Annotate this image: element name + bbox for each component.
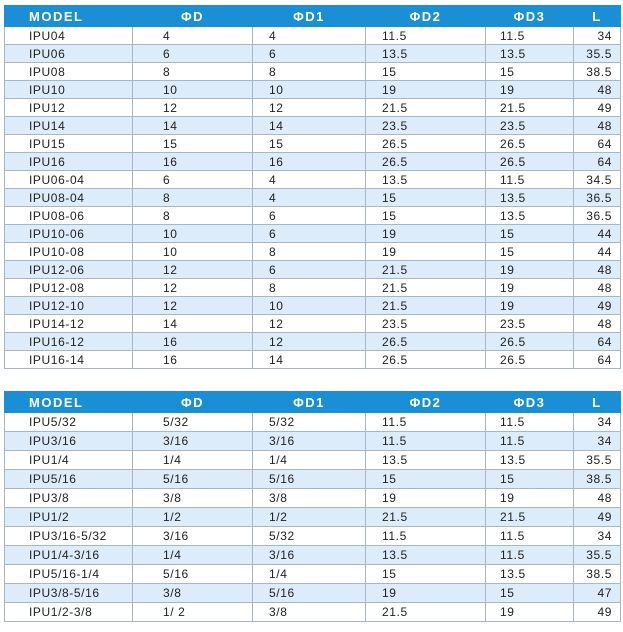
- cell-d3: 19: [486, 489, 574, 508]
- table-row: [5, 279, 621, 297]
- table-row: [5, 135, 621, 153]
- cell-d1: 12: [253, 333, 366, 351]
- cell-model: IPU06: [5, 45, 133, 63]
- cell-d2: 13.5: [366, 171, 486, 189]
- cell-d: 1/4: [133, 546, 253, 565]
- cell-model: IPU08-04: [5, 189, 133, 207]
- header-d2: ΦD2: [366, 6, 486, 27]
- cell-model: IPU3/16-5/32: [5, 527, 133, 546]
- cell-model: IPU10: [5, 81, 133, 99]
- cell-l: 64: [574, 333, 621, 351]
- cell-d3: 13.5: [486, 45, 574, 63]
- cell-model: IPU14-12: [5, 315, 133, 333]
- cell-d3: 19: [486, 279, 574, 297]
- table-row: [5, 351, 621, 369]
- cell-d2: 21.5: [366, 279, 486, 297]
- cell-d3: 11.5: [486, 27, 574, 45]
- cell-d3: 11.5: [486, 527, 574, 546]
- cell-l: 48: [574, 315, 621, 333]
- cell-d2: 21.5: [366, 508, 486, 527]
- cell-d1: 1/4: [253, 565, 366, 584]
- cell-d3: 13.5: [486, 565, 574, 584]
- cell-d2: 11.5: [366, 413, 486, 432]
- cell-d: 3/16: [133, 527, 253, 546]
- cell-d1: 14: [253, 117, 366, 135]
- cell-d: 3/8: [133, 489, 253, 508]
- cell-model: IPU5/16: [5, 470, 133, 489]
- table-row: [5, 527, 621, 546]
- cell-d2: 15: [366, 565, 486, 584]
- cell-d1: 4: [253, 27, 366, 45]
- cell-d2: 19: [366, 81, 486, 99]
- cell-d2: 15: [366, 189, 486, 207]
- metric-table-header: [5, 6, 621, 27]
- cell-d1: 4: [253, 189, 366, 207]
- cell-d3: 26.5: [486, 351, 574, 369]
- cell-d1: 15: [253, 135, 366, 153]
- cell-d1: 5/32: [253, 527, 366, 546]
- cell-d1: 6: [253, 45, 366, 63]
- cell-l: 38.5: [574, 565, 621, 584]
- cell-d3: 15: [486, 225, 574, 243]
- cell-d2: 19: [366, 243, 486, 261]
- cell-d3: 19: [486, 297, 574, 315]
- cell-d1: 14: [253, 351, 366, 369]
- cell-d2: 15: [366, 207, 486, 225]
- cell-model: IPU3/8-5/16: [5, 584, 133, 603]
- table-row: [5, 584, 621, 603]
- cell-model: IPU06-04: [5, 171, 133, 189]
- cell-model: IPU16-12: [5, 333, 133, 351]
- cell-d1: 12: [253, 99, 366, 117]
- cell-d1: 6: [253, 225, 366, 243]
- cell-d2: 21.5: [366, 297, 486, 315]
- cell-d1: 10: [253, 297, 366, 315]
- cell-d: 10: [133, 243, 253, 261]
- cell-d2: 19: [366, 489, 486, 508]
- cell-d1: 8: [253, 243, 366, 261]
- cell-d: 1/2: [133, 508, 253, 527]
- cell-d3: 15: [486, 243, 574, 261]
- cell-d: 10: [133, 81, 253, 99]
- cell-l: 49: [574, 297, 621, 315]
- header-model: MODEL: [5, 6, 133, 27]
- cell-d2: 13.5: [366, 45, 486, 63]
- cell-d2: 21.5: [366, 603, 486, 622]
- cell-d: 16: [133, 333, 253, 351]
- table-row: [5, 27, 621, 45]
- cell-l: 49: [574, 603, 621, 622]
- cell-l: 64: [574, 135, 621, 153]
- cell-model: IPU08-06: [5, 207, 133, 225]
- cell-d1: 8: [253, 63, 366, 81]
- cell-d: 12: [133, 261, 253, 279]
- table-row: [5, 603, 621, 622]
- cell-d3: 21.5: [486, 508, 574, 527]
- cell-d: 14: [133, 117, 253, 135]
- header-l: L: [574, 392, 621, 413]
- cell-model: IPU15: [5, 135, 133, 153]
- cell-d3: 26.5: [486, 135, 574, 153]
- table-row: [5, 333, 621, 351]
- cell-d3: 26.5: [486, 333, 574, 351]
- cell-d: 14: [133, 315, 253, 333]
- cell-d2: 19: [366, 225, 486, 243]
- cell-d3: 26.5: [486, 153, 574, 171]
- cell-d: 15: [133, 135, 253, 153]
- cell-d1: 4: [253, 171, 366, 189]
- header-l: L: [574, 6, 621, 27]
- cell-d3: 19: [486, 261, 574, 279]
- table-row: [5, 508, 621, 527]
- cell-d1: 5/16: [253, 584, 366, 603]
- cell-l: 64: [574, 153, 621, 171]
- header-d: ΦD: [133, 6, 253, 27]
- cell-d2: 11.5: [366, 27, 486, 45]
- cell-l: 36.5: [574, 207, 621, 225]
- cell-d2: 23.5: [366, 117, 486, 135]
- cell-model: IPU04: [5, 27, 133, 45]
- cell-d1: 3/16: [253, 432, 366, 451]
- cell-d3: 15: [486, 470, 574, 489]
- header-d2: ΦD2: [366, 392, 486, 413]
- cell-model: IPU3/8: [5, 489, 133, 508]
- table-row: [5, 81, 621, 99]
- cell-d2: 13.5: [366, 546, 486, 565]
- cell-d1: 1/2: [253, 508, 366, 527]
- cell-d3: 15: [486, 584, 574, 603]
- cell-d: 8: [133, 189, 253, 207]
- cell-d: 1/ 2: [133, 603, 253, 622]
- header-d3: ΦD3: [486, 392, 574, 413]
- cell-d2: 26.5: [366, 351, 486, 369]
- cell-d3: 21.5: [486, 99, 574, 117]
- cell-d1: 3/8: [253, 603, 366, 622]
- cell-d2: 21.5: [366, 261, 486, 279]
- cell-d: 12: [133, 297, 253, 315]
- table-row: [5, 225, 621, 243]
- cell-d1: 5/16: [253, 470, 366, 489]
- cell-model: IPU1/2: [5, 508, 133, 527]
- cell-l: 48: [574, 489, 621, 508]
- cell-l: 34: [574, 413, 621, 432]
- cell-d3: 11.5: [486, 171, 574, 189]
- table-row: [5, 432, 621, 451]
- cell-l: 36.5: [574, 189, 621, 207]
- header-d1: ΦD1: [253, 392, 366, 413]
- cell-d3: 23.5: [486, 315, 574, 333]
- header-d1: ΦD1: [253, 6, 366, 27]
- cell-d: 8: [133, 207, 253, 225]
- cell-d1: 3/16: [253, 546, 366, 565]
- metric-table-body: [5, 27, 621, 369]
- header-d: ΦD: [133, 392, 253, 413]
- cell-model: IPU10-06: [5, 225, 133, 243]
- cell-d2: 19: [366, 584, 486, 603]
- table-row: [5, 243, 621, 261]
- cell-d3: 13.5: [486, 189, 574, 207]
- table-row: [5, 63, 621, 81]
- cell-model: IPU16: [5, 153, 133, 171]
- table-row: [5, 489, 621, 508]
- table-row: [5, 99, 621, 117]
- table-row: [5, 451, 621, 470]
- cell-d2: 26.5: [366, 153, 486, 171]
- cell-l: 48: [574, 117, 621, 135]
- cell-l: 48: [574, 81, 621, 99]
- header-d3: ΦD3: [486, 6, 574, 27]
- cell-l: 48: [574, 261, 621, 279]
- cell-d2: 26.5: [366, 135, 486, 153]
- cell-d: 16: [133, 153, 253, 171]
- cell-d3: 11.5: [486, 432, 574, 451]
- table-row: [5, 315, 621, 333]
- cell-l: 34: [574, 527, 621, 546]
- inch-table-header: [5, 392, 621, 413]
- table-row: [5, 45, 621, 63]
- cell-d: 8: [133, 63, 253, 81]
- cell-d1: 16: [253, 153, 366, 171]
- cell-l: 64: [574, 351, 621, 369]
- cell-model: IPU14: [5, 117, 133, 135]
- table-row: [5, 207, 621, 225]
- cell-d2: 15: [366, 470, 486, 489]
- table-row: [5, 189, 621, 207]
- cell-model: IPU12-10: [5, 297, 133, 315]
- cell-d3: 15: [486, 63, 574, 81]
- cell-model: IPU12-08: [5, 279, 133, 297]
- cell-d1: 10: [253, 81, 366, 99]
- cell-d: 1/4: [133, 451, 253, 470]
- cell-l: 34: [574, 432, 621, 451]
- cell-model: IPU1/2-3/8: [5, 603, 133, 622]
- cell-model: IPU3/16: [5, 432, 133, 451]
- inch-table-body: [5, 413, 621, 622]
- cell-l: 49: [574, 99, 621, 117]
- cell-model: IPU16-14: [5, 351, 133, 369]
- cell-d3: 11.5: [486, 546, 574, 565]
- cell-d1: 12: [253, 315, 366, 333]
- table-row: [5, 261, 621, 279]
- cell-l: 38.5: [574, 63, 621, 81]
- cell-d1: 5/32: [253, 413, 366, 432]
- cell-d2: 13.5: [366, 451, 486, 470]
- cell-l: 49: [574, 508, 621, 527]
- cell-d3: 19: [486, 81, 574, 99]
- table-row: [5, 413, 621, 432]
- cell-d2: 11.5: [366, 527, 486, 546]
- cell-d: 5/32: [133, 413, 253, 432]
- cell-l: 34: [574, 27, 621, 45]
- cell-l: 38.5: [574, 470, 621, 489]
- inch-spec-table: [4, 391, 621, 622]
- cell-model: IPU1/4: [5, 451, 133, 470]
- cell-l: 35.5: [574, 45, 621, 63]
- cell-d: 5/16: [133, 470, 253, 489]
- cell-d2: 11.5: [366, 432, 486, 451]
- cell-d3: 13.5: [486, 207, 574, 225]
- cell-model: IPU12-06: [5, 261, 133, 279]
- cell-d1: 3/8: [253, 489, 366, 508]
- table-row: [5, 153, 621, 171]
- cell-d: 3/8: [133, 584, 253, 603]
- cell-d3: 11.5: [486, 413, 574, 432]
- cell-d: 4: [133, 27, 253, 45]
- cell-d: 5/16: [133, 565, 253, 584]
- cell-d1: 6: [253, 207, 366, 225]
- cell-l: 35.5: [574, 546, 621, 565]
- cell-model: IPU12: [5, 99, 133, 117]
- cell-model: IPU10-08: [5, 243, 133, 261]
- cell-model: IPU5/32: [5, 413, 133, 432]
- cell-d2: 21.5: [366, 99, 486, 117]
- cell-l: 35.5: [574, 451, 621, 470]
- cell-d2: 15: [366, 63, 486, 81]
- table-row: [5, 297, 621, 315]
- cell-model: IPU08: [5, 63, 133, 81]
- cell-d3: 13.5: [486, 451, 574, 470]
- cell-l: 34.5: [574, 171, 621, 189]
- cell-d1: 6: [253, 261, 366, 279]
- cell-d3: 23.5: [486, 117, 574, 135]
- cell-model: IPU5/16-1/4: [5, 565, 133, 584]
- cell-d2: 23.5: [366, 315, 486, 333]
- cell-d: 6: [133, 45, 253, 63]
- cell-model: IPU1/4-3/16: [5, 546, 133, 565]
- cell-d: 10: [133, 225, 253, 243]
- cell-d3: 19: [486, 603, 574, 622]
- cell-d1: 1/4: [253, 451, 366, 470]
- cell-d: 12: [133, 279, 253, 297]
- cell-d: 6: [133, 171, 253, 189]
- cell-l: 47: [574, 584, 621, 603]
- cell-l: 44: [574, 225, 621, 243]
- table-row: [5, 546, 621, 565]
- table-row: [5, 565, 621, 584]
- cell-d: 3/16: [133, 432, 253, 451]
- cell-d: 12: [133, 99, 253, 117]
- metric-spec-table: [4, 5, 621, 369]
- cell-l: 48: [574, 279, 621, 297]
- header-model: MODEL: [5, 392, 133, 413]
- cell-d2: 26.5: [366, 333, 486, 351]
- table-row: [5, 117, 621, 135]
- cell-l: 44: [574, 243, 621, 261]
- table-row: [5, 171, 621, 189]
- cell-d1: 8: [253, 279, 366, 297]
- cell-d: 16: [133, 351, 253, 369]
- table-row: [5, 470, 621, 489]
